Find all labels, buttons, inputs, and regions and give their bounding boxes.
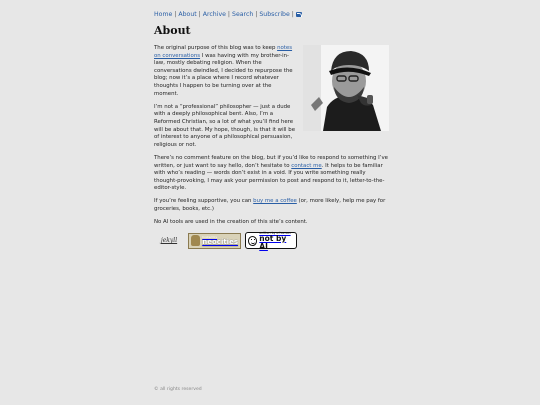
neocities-cat-icon — [191, 235, 200, 246]
comments-paragraph — [154, 155, 389, 193]
nav-separator: | — [174, 11, 177, 18]
p3-text-before: There’s no comment feature on the blog, but if you’d like to respond to something I’ve written, or just want to say hello, don’t hesitate to — [154, 154, 388, 169]
p1-text-after: I was having with my brother-in-law, mostly debating religion. When the conversations dwindled, I decided to repurpose the blog; now it’s a place where I record whatever thoughts I happen to be turning over at the moment. — [154, 52, 293, 97]
author-photo — [303, 45, 389, 131]
page-title: About — [154, 24, 191, 37]
nav-subscribe[interactable]: Subscribe — [259, 11, 290, 18]
philosopher-paragraph: I’m not a “professional” philosopher — just a dude with a deeply philosophical bent. Also, I’m a Reformed Christian, so a lot of what you’ll find here will be about that. My hope, though, is that it will be of interest to anyone of a philosophical persuasion, religious or not. — [154, 103, 296, 148]
neocities-big-label: neocities — [202, 237, 238, 246]
not-by-ai-badge[interactable] — [245, 232, 297, 249]
footer-copyright: © all rights reserved — [154, 387, 202, 392]
p1-text-before: The original purpose of this blog was to keep — [154, 45, 278, 51]
nav-separator: | — [227, 11, 231, 18]
p4-text-before: If you’re feeling supportive, you can — [154, 198, 254, 205]
top-nav — [154, 10, 389, 19]
buy-me-a-coffee-link[interactable]: buy me a coffee — [253, 198, 297, 205]
nav-separator: | — [291, 11, 294, 18]
neocities-badge[interactable] — [188, 233, 241, 249]
not-by-ai-big-label: not by AI — [259, 234, 287, 251]
contact-me-link[interactable]: contact me — [291, 162, 322, 169]
jekyll-badge[interactable] — [154, 233, 184, 248]
nav-separator: | — [255, 11, 258, 18]
no-ai-paragraph: No AI tools are used in the creation of this site’s content. — [154, 219, 308, 226]
nav-separator: | — [198, 11, 201, 18]
nav-search[interactable]: Search — [232, 11, 254, 18]
neocities-small-label: hosted by — [202, 234, 218, 239]
footer-text: all rights reserved — [160, 387, 202, 392]
support-paragraph — [154, 198, 389, 213]
jekyll-badge-label: jekyll — [160, 237, 178, 245]
nav-archive[interactable]: Archive — [202, 11, 226, 18]
nav-home[interactable]: Home — [154, 11, 173, 18]
not-by-ai-small-label: written by a human — [259, 230, 291, 235]
badge-row — [154, 232, 389, 249]
nav-about[interactable]: About — [178, 11, 197, 18]
notes-on-conversations-link[interactable]: notes on conversations — [154, 45, 293, 59]
smiley-face-icon — [248, 236, 257, 246]
page-wrapper — [154, 10, 389, 249]
rss-feed-icon[interactable] — [296, 12, 302, 17]
p4-text-after: (or, more likely, help me pay for groceries, books, etc.) — [154, 198, 386, 213]
p3-text-after: . It helps to be familiar with who’s reading — words don’t exist in a void. If you write something really thought-provoking, I may ask your permission to post and respond to it, letter-to-the-editor-style. — [154, 162, 385, 192]
